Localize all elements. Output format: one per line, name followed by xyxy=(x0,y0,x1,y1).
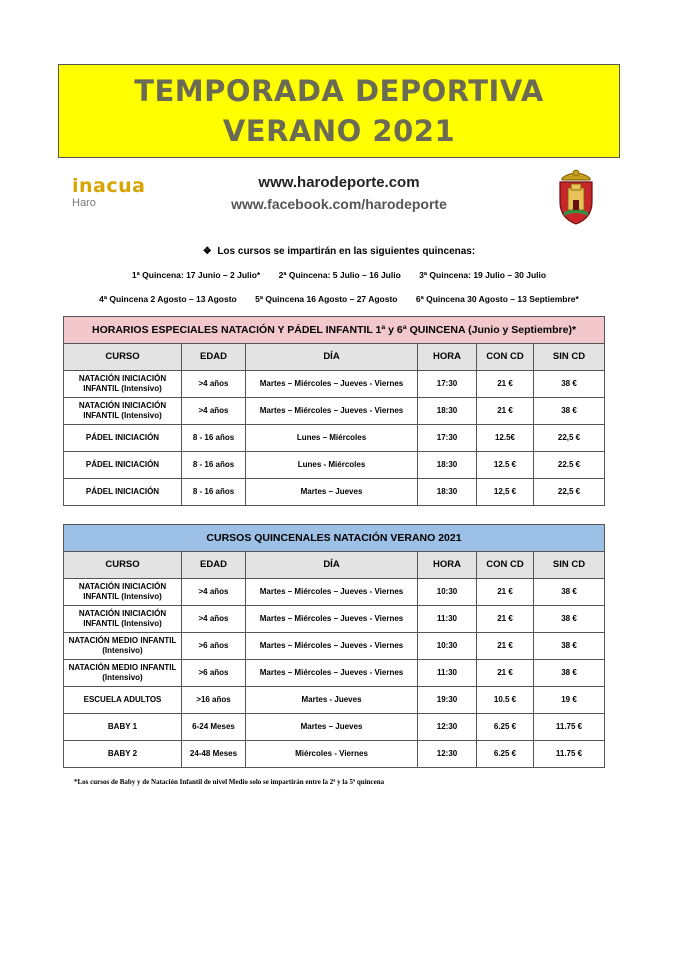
cell: 17:30 xyxy=(418,425,477,452)
cell: Martes – Miércoles – Jueves - Viernes xyxy=(246,371,418,398)
quincena-4: 4ª Quincena 2 Agosto – 13 Agosto xyxy=(99,294,237,304)
cell: 21 € xyxy=(477,579,534,606)
cell: 22,5 € xyxy=(534,479,605,506)
cell: >4 años xyxy=(182,371,246,398)
quincenas-row-1 xyxy=(0,270,678,280)
cell: 11.75 € xyxy=(534,741,605,768)
col-hora: HORA xyxy=(418,552,477,579)
table-row xyxy=(64,425,605,452)
cell: 12:30 xyxy=(418,741,477,768)
fortnightly-swim-table xyxy=(63,524,605,768)
cell: 6.25 € xyxy=(477,714,534,741)
cell: 38 € xyxy=(534,398,605,425)
quincena-1: 1ª Quincena: 17 Junio – 2 Julio* xyxy=(131,270,261,280)
cell: >4 años xyxy=(182,398,246,425)
quincenas-row-2 xyxy=(0,294,678,304)
cell: ESCUELA ADULTOS xyxy=(64,687,182,714)
cell: >6 años xyxy=(182,633,246,660)
cell: Martes – Miércoles – Jueves - Viernes xyxy=(246,633,418,660)
table-row xyxy=(64,633,605,660)
cell: 19 € xyxy=(534,687,605,714)
cell: Martes - Jueves xyxy=(246,687,418,714)
table-row xyxy=(64,714,605,741)
cell: 10:30 xyxy=(418,579,477,606)
cell: 38 € xyxy=(534,371,605,398)
cell: 18:30 xyxy=(418,479,477,506)
cell: PÁDEL INICIACIÓN xyxy=(64,452,182,479)
table-header xyxy=(64,344,605,371)
table-row xyxy=(64,579,605,606)
cell: Martes – Miércoles – Jueves - Viernes xyxy=(246,398,418,425)
cell: 22,5 € xyxy=(534,425,605,452)
cell: 8 - 16 años xyxy=(182,452,246,479)
cell: >4 años xyxy=(182,606,246,633)
cell: 11.75 € xyxy=(534,714,605,741)
cell: 18:30 xyxy=(418,452,477,479)
cell: Martes – Miércoles – Jueves - Viernes xyxy=(246,660,418,687)
quincena-6: 6ª Quincena 30 Agosto – 13 Septiembre* xyxy=(415,294,579,304)
table-caption: CURSOS QUINCENALES NATACIÓN VERANO 2021 xyxy=(64,525,605,552)
cell: 22.5 € xyxy=(534,452,605,479)
cell: NATACIÓN MEDIO INFANTIL (Intensivo) xyxy=(64,633,182,660)
cell: 21 € xyxy=(477,660,534,687)
cell: PÁDEL INICIACIÓN xyxy=(64,479,182,506)
col-edad: EDAD xyxy=(182,344,246,371)
cell: PÁDEL INICIACIÓN xyxy=(64,425,182,452)
table-row xyxy=(64,452,605,479)
cell: 38 € xyxy=(534,606,605,633)
cell: 24-48 Meses xyxy=(182,741,246,768)
col-sin-cd: SIN CD xyxy=(534,344,605,371)
title-line-1: TEMPORADA DEPORTIVA xyxy=(134,74,544,108)
coat-of-arms-icon xyxy=(554,166,598,226)
quincena-3: 3ª Quincena: 19 Julio – 30 Julio xyxy=(419,270,547,280)
cell: 10.5 € xyxy=(477,687,534,714)
cell: NATACIÓN INICIACIÓN INFANTIL (Intensivo) xyxy=(64,371,182,398)
cell: Martes – Jueves xyxy=(246,714,418,741)
cell: BABY 1 xyxy=(64,714,182,741)
logo-sub: Haro xyxy=(72,197,96,209)
cell: 21 € xyxy=(477,606,534,633)
col-curso: CURSO xyxy=(64,344,182,371)
cell: NATACIÓN MEDIO INFANTIL (Intensivo) xyxy=(64,660,182,687)
table-row xyxy=(64,398,605,425)
col-dia: DÍA xyxy=(246,552,418,579)
cell: 12.5€ xyxy=(477,425,534,452)
table-row xyxy=(64,479,605,506)
table-row xyxy=(64,687,605,714)
cell: Miércoles - Viernes xyxy=(246,741,418,768)
cell: 19:30 xyxy=(418,687,477,714)
cell: 21 € xyxy=(477,633,534,660)
cell: 38 € xyxy=(534,633,605,660)
table-row xyxy=(64,371,605,398)
col-curso: CURSO xyxy=(64,552,182,579)
logo-name: inacua xyxy=(72,175,146,197)
cell: >16 años xyxy=(182,687,246,714)
cell: 6.25 € xyxy=(477,741,534,768)
cell: Martes – Miércoles – Jueves - Viernes xyxy=(246,579,418,606)
quincena-2: 2ª Quincena: 5 Julio – 16 Julio xyxy=(278,270,401,280)
cell: BABY 2 xyxy=(64,741,182,768)
table-row xyxy=(64,660,605,687)
quincena-5: 5ª Quincena 16 Agosto – 27 Agosto xyxy=(255,294,398,304)
cell: 21 € xyxy=(477,371,534,398)
col-sin-cd: SIN CD xyxy=(534,552,605,579)
cell: Martes – Miércoles – Jueves - Viernes xyxy=(246,606,418,633)
cell: >4 años xyxy=(182,579,246,606)
cell: 12:30 xyxy=(418,714,477,741)
cell: 8 - 16 años xyxy=(182,425,246,452)
quincenas-notice: ❖ Los cursos se impartirán en las siguientes quincenas: xyxy=(202,246,476,257)
cell: NATACIÓN INICIACIÓN INFANTIL (Intensivo) xyxy=(64,579,182,606)
cell: NATACIÓN INICIACIÓN INFANTIL (Intensivo) xyxy=(64,606,182,633)
table-row xyxy=(64,741,605,768)
col-con-cd: CON CD xyxy=(477,344,534,371)
title-line-2: VERANO 2021 xyxy=(222,114,456,148)
title-banner xyxy=(58,64,620,158)
cell: 18:30 xyxy=(418,398,477,425)
cell: 11:30 xyxy=(418,660,477,687)
cell: 8 - 16 años xyxy=(182,479,246,506)
cell: 10:30 xyxy=(418,633,477,660)
cell: >6 años xyxy=(182,660,246,687)
cell: 38 € xyxy=(534,579,605,606)
website-link[interactable]: www.harodeporte.com xyxy=(258,174,420,191)
col-hora: HORA xyxy=(418,344,477,371)
cell: 12.5 € xyxy=(477,452,534,479)
col-dia: DÍA xyxy=(246,344,418,371)
col-edad: EDAD xyxy=(182,552,246,579)
special-schedule-table xyxy=(63,316,605,506)
cell: 11:30 xyxy=(418,606,477,633)
table-caption: HORARIOS ESPECIALES NATACIÓN Y PÁDEL INFANTIL 1ª y 6ª QUINCENA (Junio y Septiembre)* xyxy=(64,317,605,344)
cell: Martes – Jueves xyxy=(246,479,418,506)
cell: 12,5 € xyxy=(477,479,534,506)
cell: 21 € xyxy=(477,398,534,425)
col-con-cd: CON CD xyxy=(477,552,534,579)
cell: 6-24 Meses xyxy=(182,714,246,741)
cell: 17:30 xyxy=(418,371,477,398)
cell: Lunes - Miércoles xyxy=(246,452,418,479)
cell: 38 € xyxy=(534,660,605,687)
table-header xyxy=(64,552,605,579)
cell: NATACIÓN INICIACIÓN INFANTIL (Intensivo) xyxy=(64,398,182,425)
cell: Lunes – Miércoles xyxy=(246,425,418,452)
table-row xyxy=(64,606,605,633)
facebook-link[interactable]: www.facebook.com/harodeporte xyxy=(231,196,447,212)
footnote: *Los cursos de Baby y de Natación Infantil de nivel Medio solo se impartirán entre la 2ª y la 5ª quincena xyxy=(74,778,385,786)
